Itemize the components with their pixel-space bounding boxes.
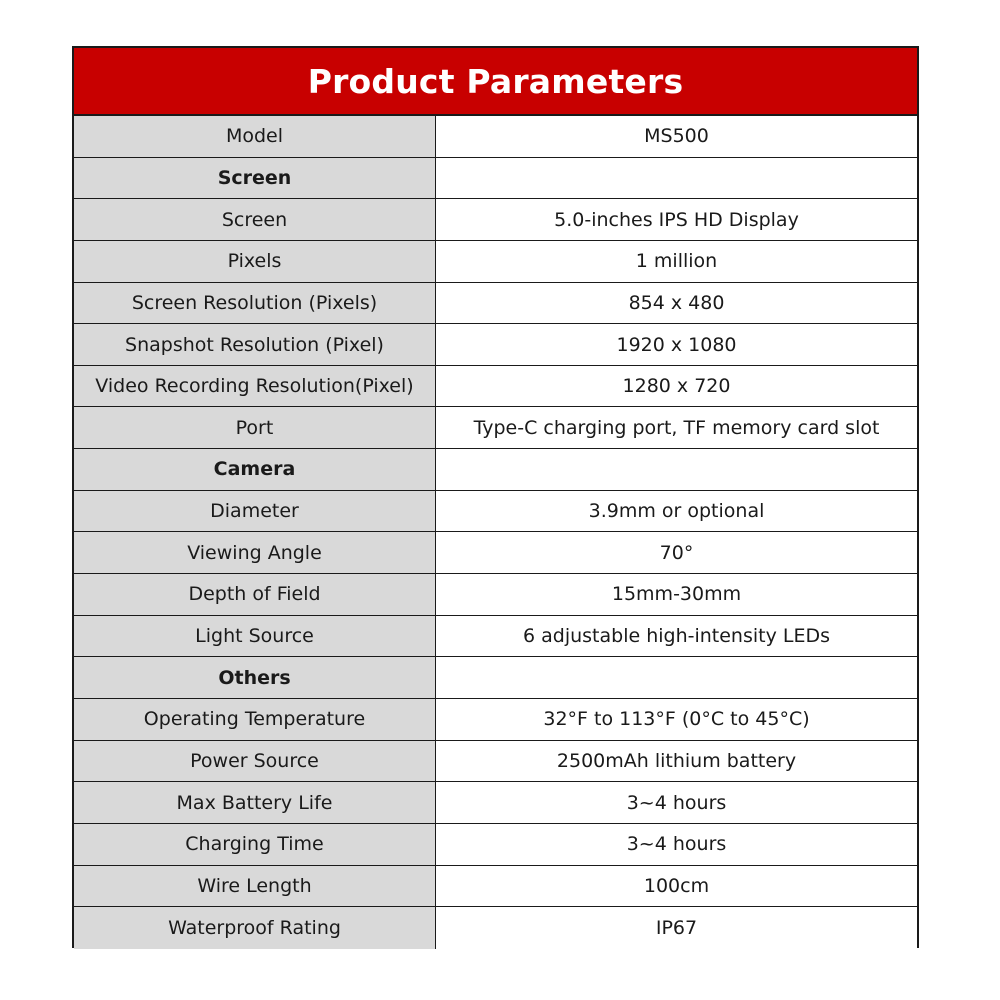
table-row [74,491,917,533]
section-title: Camera [74,449,436,490]
parameter-label: Operating Temperature [74,699,436,740]
parameter-value [436,657,917,698]
parameter-value: 1 million [436,241,917,282]
parameter-label: Port [74,407,436,448]
parameter-value: 6 adjustable high-intensity LEDs [436,616,917,657]
table-row [74,616,917,658]
table-title: Product Parameters [74,48,917,116]
parameter-label: Diameter [74,491,436,532]
section-header-row [74,449,917,491]
parameter-value: 3~4 hours [436,824,917,865]
table-row [74,199,917,241]
table-row [74,324,917,366]
table-row [74,741,917,783]
section-header-row [74,158,917,200]
parameter-value: 1280 x 720 [436,366,917,407]
parameter-label: Light Source [74,616,436,657]
table-row [74,866,917,908]
table-row [74,407,917,449]
parameter-value: 32°F to 113°F (0°C to 45°C) [436,699,917,740]
table-row [74,532,917,574]
parameter-label: Video Recording Resolution(Pixel) [74,366,436,407]
parameter-label: Viewing Angle [74,532,436,573]
parameter-label: Model [74,116,436,157]
table-row [74,699,917,741]
parameter-value: 5.0-inches IPS HD Display [436,199,917,240]
parameter-label: Waterproof Rating [74,907,436,949]
parameter-label: Max Battery Life [74,782,436,823]
parameter-value: 2500mAh lithium battery [436,741,917,782]
table-body [74,116,917,949]
parameter-value [436,449,917,490]
parameter-value [436,158,917,199]
parameter-value: 70° [436,532,917,573]
parameter-value: 3~4 hours [436,782,917,823]
parameter-label: Wire Length [74,866,436,907]
parameter-label: Screen Resolution (Pixels) [74,283,436,324]
table-row [74,907,917,949]
table-row [74,116,917,158]
parameter-value: 3.9mm or optional [436,491,917,532]
parameter-value: MS500 [436,116,917,157]
table-row [74,574,917,616]
parameter-label: Power Source [74,741,436,782]
parameter-label: Pixels [74,241,436,282]
table-row [74,782,917,824]
parameter-label: Depth of Field [74,574,436,615]
table-row [74,366,917,408]
section-title: Others [74,657,436,698]
table-row [74,241,917,283]
parameter-label: Charging Time [74,824,436,865]
parameter-label: Screen [74,199,436,240]
section-header-row [74,657,917,699]
parameter-value: 15mm-30mm [436,574,917,615]
parameter-value: 1920 x 1080 [436,324,917,365]
parameter-label: Snapshot Resolution (Pixel) [74,324,436,365]
table-row [74,283,917,325]
parameter-value: IP67 [436,907,917,949]
parameter-value: Type-C charging port, TF memory card slot [436,407,917,448]
parameters-table [72,46,919,948]
parameter-value: 854 x 480 [436,283,917,324]
parameter-value: 100cm [436,866,917,907]
section-title: Screen [74,158,436,199]
table-row [74,824,917,866]
